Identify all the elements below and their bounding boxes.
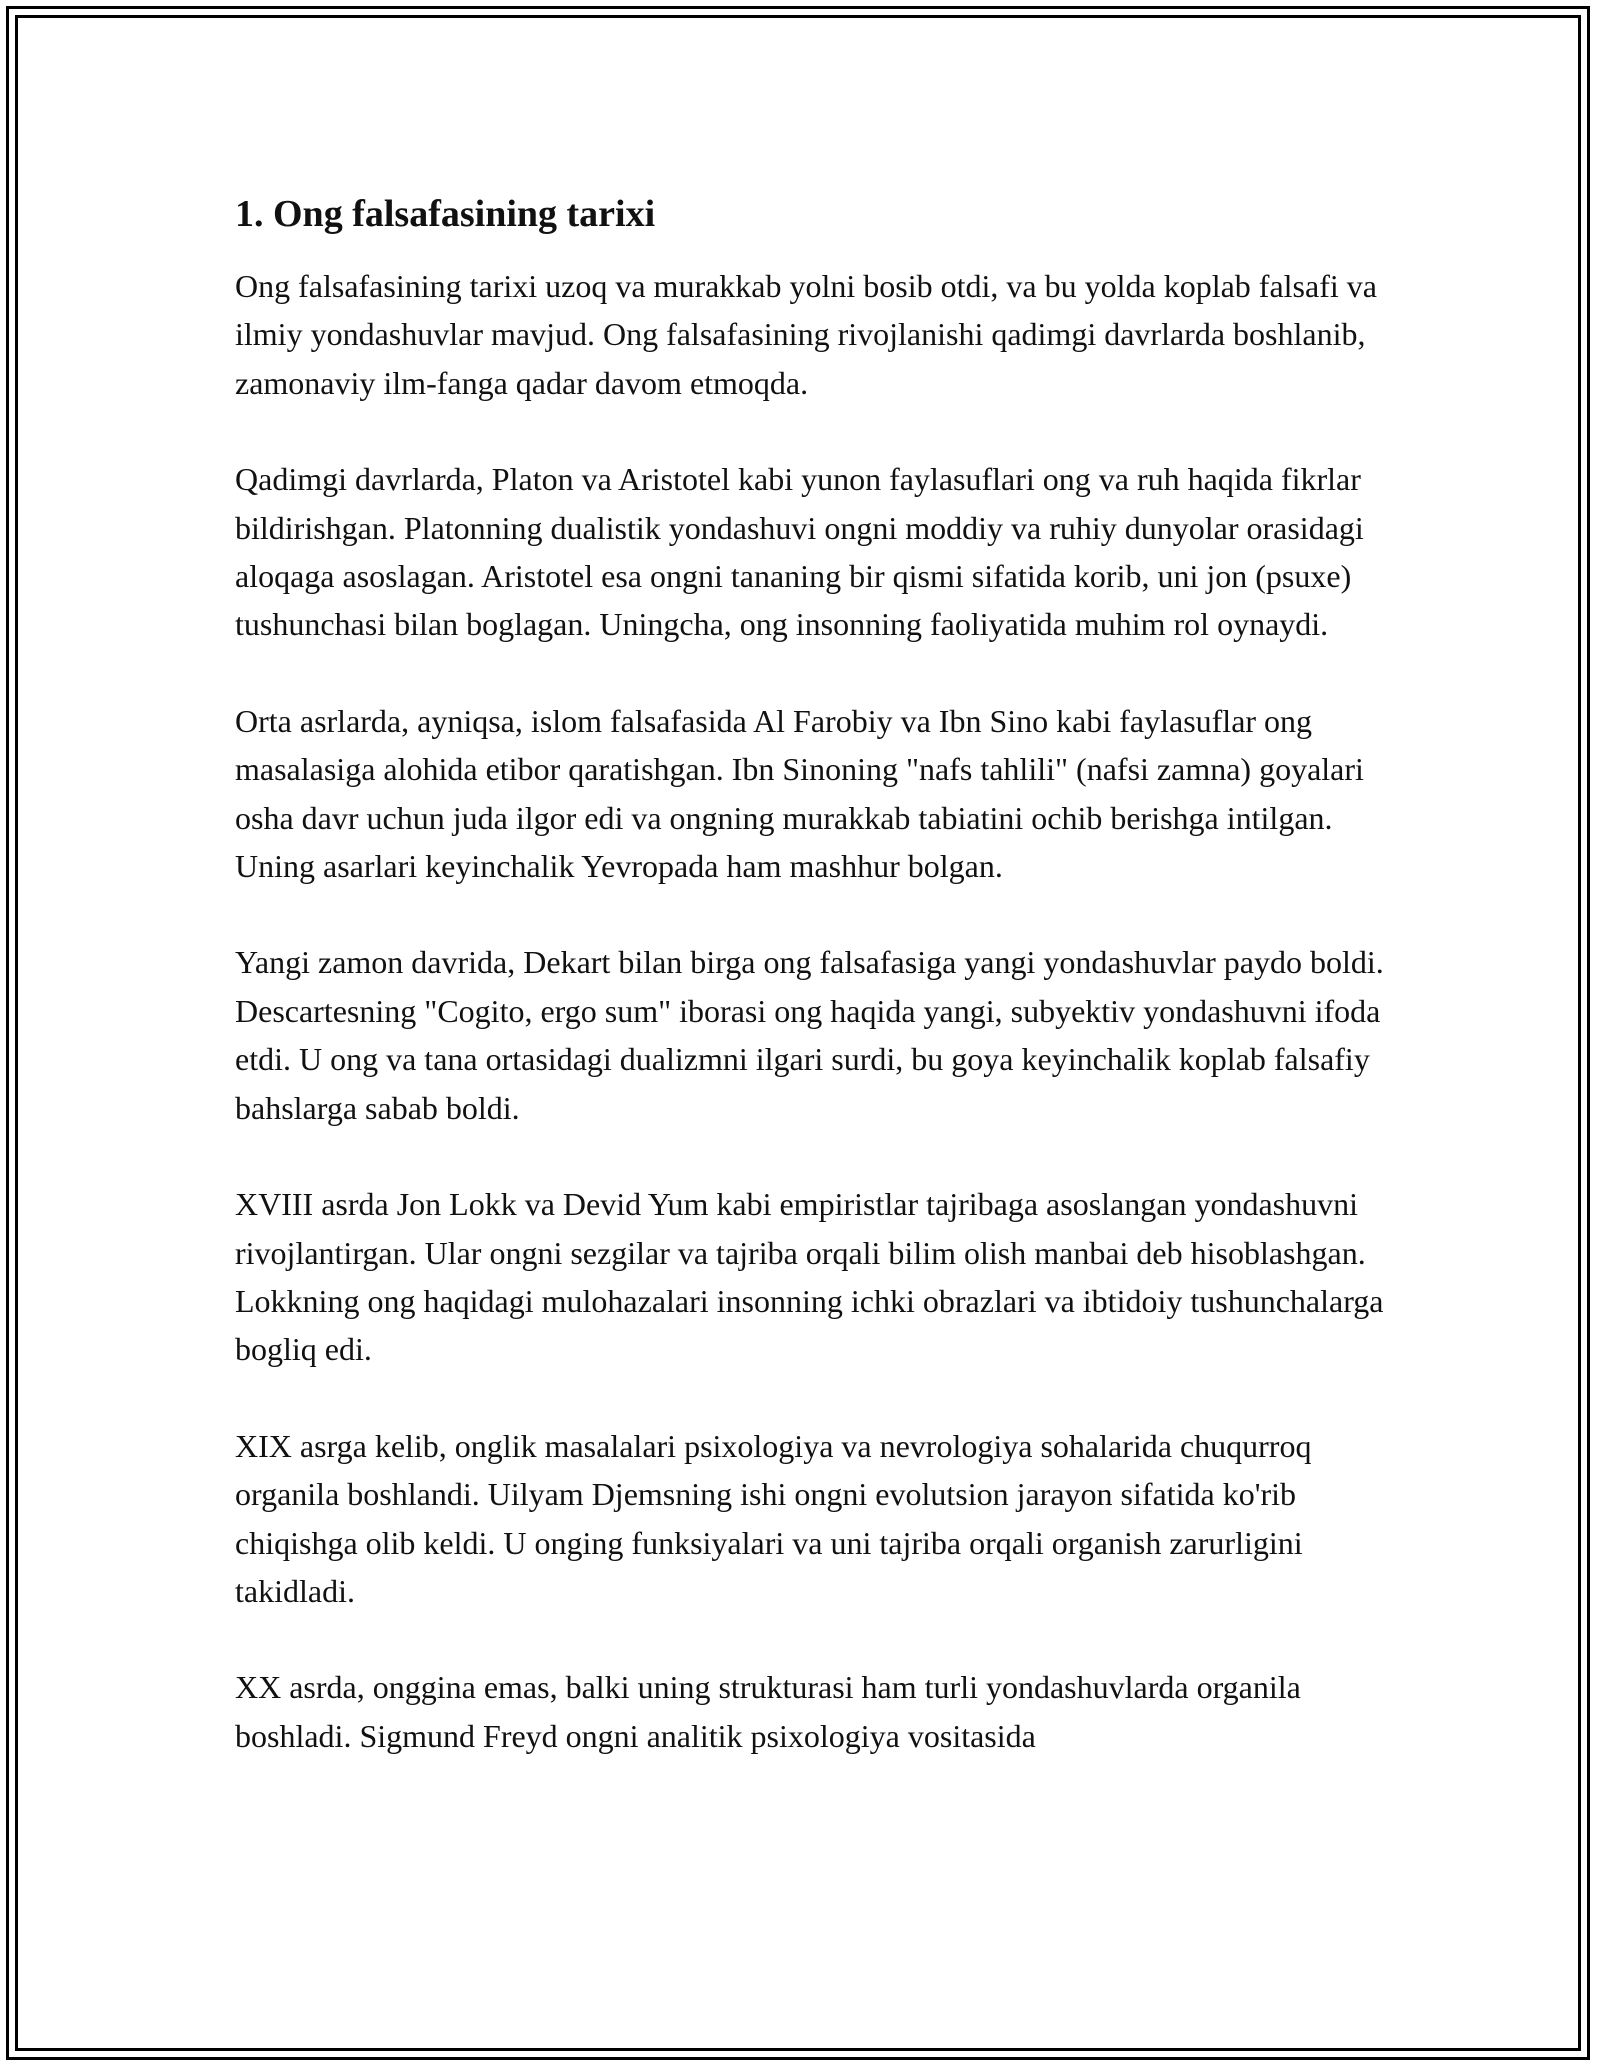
paragraph-ancient-era: Qadimgi davrlarda, Platon va Aristotel kabi yunon faylasuflari ong va ruh haqida fikrlar bildirishgan. Platonning dualistik yondashuvi ongni moddiy va ruhiy dunyolar orasidagi aloqaga asoslagan. Aristotel esa ongni tananing bir qismi sifatida korib, uni jon (psuxe) tushunchasi bilan boglagan. Uningcha, ong insonning faoliyatida muhim rol oynaydi. — [235, 461, 1364, 643]
paragraph-list — [235, 262, 1395, 1760]
paragraph-20th-century: XX asrda, onggina emas, balki uning strukturasi ham turli yondashuvlarda organila boshladi. Sigmund Freyd ongni analitik psixologiya vositasida — [235, 1669, 1301, 1754]
paragraph-middle-ages: Orta asrlarda, ayniqsa, islom falsafasida Al Farobiy va Ibn Sino kabi faylasuflar ong masalasiga alohida etibor qaratishgan. Ibn Sinoning "nafs tahlili" (nafsi zamna) goyalari osha davr uchun juda ilgor edi va ongning murakkab tabiatini ochib berishga intilgan. Uning asarlari keyinchalik Yevropada ham mashhur bolgan. — [235, 702, 1364, 885]
paragraph-history-intro: Ong falsafasining tarixi uzoq va murakkab yolni bosib otdi, va bu yolda koplab falsafi va ilmiy yondashuvlar mavjud. Ong falsafasining rivojlanishi qadimgi davrlarda boshlanib, zamonaviy ilm-fanga qadar davom etmoqda. — [235, 268, 1377, 401]
paragraph-modern-era: Yangi zamon davrida, Dekart bilan birga ong falsafasiga yangi yondashuvlar paydo boldi. Descartesning "Cogito, ergo sum" iborasi ong haqida yangi, subyektiv yondashuvni ifoda etdi. U ong va tana ortasidagi dualizmni ilgari surdi, bu goya keyinchalik koplab falsafiy bahslarga sabab boldi. — [235, 944, 1384, 1126]
paragraph-18th-century: XVIII asrda Jon Lokk va Devid Yum kabi empiristlar tajribaga asoslangan yondashuvni rivojlantirgan. Ular ongni sezgilar va tajriba orqali bilim olish manbai deb hisoblashgan. Lokkning ong haqidagi mulohazalari insonning ichki obrazlari va ibtidoiy tushunchalarga bogliq edi. — [235, 1186, 1384, 1368]
paragraph-19th-century: XIX asrga kelib, onglik masalalari psixologiya va nevrologiya sohalarida chuqurroq organila boshlandi. Uilyam Djemsning ishi ongni evolutsion jarayon sifatida ko'rib chiqishga olib keldi. U onging funksiyalari va uni tajriba orqali organish zarurligini takidladi. — [235, 1427, 1312, 1609]
document-body — [235, 186, 1395, 1760]
section-title: 1. Ong falsafasining tarixi — [235, 193, 656, 235]
